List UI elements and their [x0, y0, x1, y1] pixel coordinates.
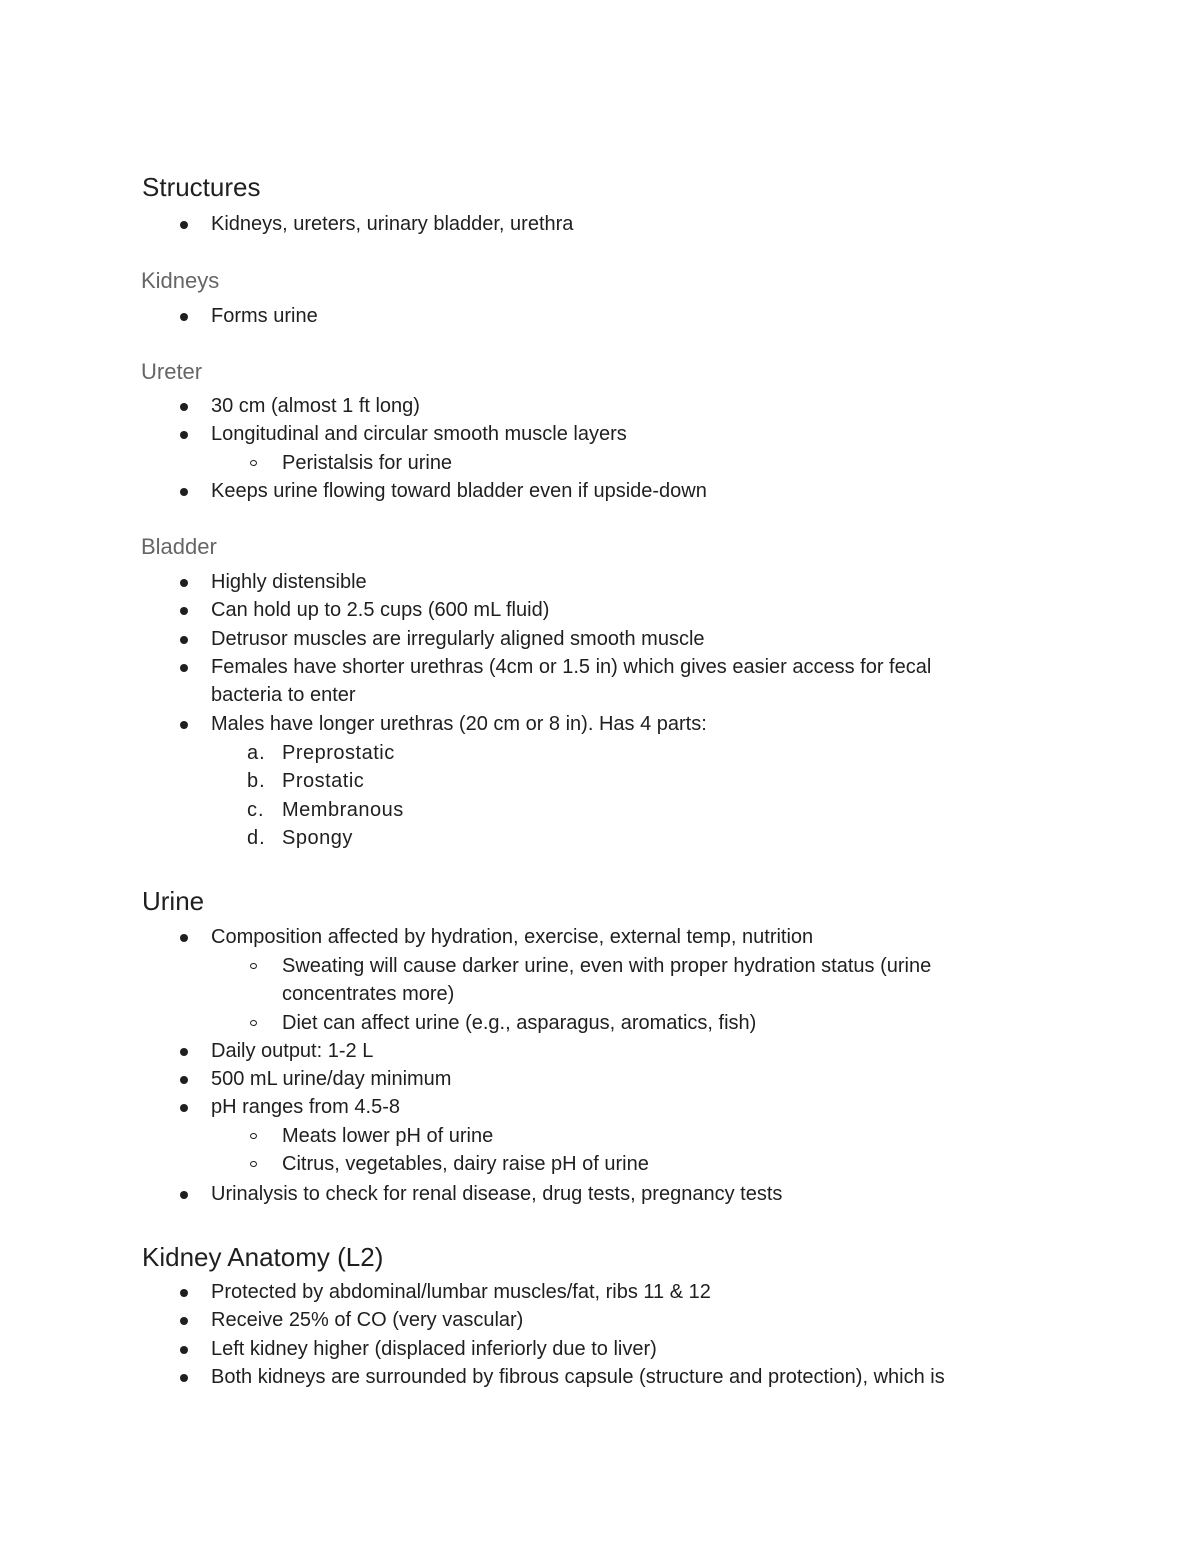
ordered-marker: d.: [247, 827, 266, 849]
sub-list-item: Diet can affect urine (e.g., asparagus, aromatics, fish): [282, 1012, 757, 1034]
bullet-icon: [180, 1374, 188, 1382]
sub-list-item-continuation: concentrates more): [282, 983, 455, 1005]
bullet-icon: [180, 1289, 188, 1297]
list-item-continuation: bacteria to enter: [211, 684, 356, 706]
sub-list-item: Meats lower pH of urine: [282, 1125, 494, 1147]
sub-list-item: Sweating will cause darker urine, even with proper hydration status (urine: [282, 955, 932, 977]
bullet-icon: [180, 221, 188, 229]
bullet-icon: [180, 934, 188, 942]
bullet-icon: [180, 607, 188, 615]
bullet-icon: [180, 579, 188, 587]
ordered-item: Spongy: [282, 827, 353, 849]
list-item: 30 cm (almost 1 ft long): [211, 395, 420, 417]
ordered-item: Prostatic: [282, 770, 365, 792]
bullet-icon: [180, 403, 188, 411]
list-item: Both kidneys are surrounded by fibrous capsule (structure and protection), which is: [211, 1366, 945, 1388]
sub-list-item: Citrus, vegetables, dairy raise pH of urine: [282, 1153, 649, 1175]
list-item: Protected by abdominal/lumbar muscles/fat, ribs 11 & 12: [211, 1281, 711, 1303]
list-item: Highly distensible: [211, 571, 367, 593]
bullet-icon: [180, 488, 188, 496]
bullet-icon: [180, 721, 188, 729]
list-item: Kidneys, ureters, urinary bladder, urethra: [211, 213, 574, 235]
list-item: Males have longer urethras (20 cm or 8 in). Has 4 parts:: [211, 713, 707, 735]
heading-kidneys: Kidneys: [141, 268, 220, 293]
bullet-icon: [180, 664, 188, 672]
list-item: Urinalysis to check for renal disease, drug tests, pregnancy tests: [211, 1183, 783, 1205]
heading-bladder: Bladder: [141, 534, 217, 559]
bullet-icon: [180, 1048, 188, 1056]
ordered-item: Preprostatic: [282, 742, 395, 764]
ordered-item: Membranous: [282, 799, 404, 821]
bullet-icon: [180, 1076, 188, 1084]
list-item: Receive 25% of CO (very vascular): [211, 1309, 524, 1331]
list-item: Females have shorter urethras (4cm or 1.5 in) which gives easier access for fecal: [211, 656, 932, 678]
bullet-icon: [180, 1191, 188, 1199]
hollow-bullet-icon: [250, 460, 257, 466]
hollow-bullet-icon: [250, 1020, 257, 1026]
heading-kidney-anatomy: Kidney Anatomy (L2): [142, 1242, 384, 1272]
heading-ureter: Ureter: [141, 359, 203, 384]
bullet-icon: [180, 1104, 188, 1112]
bullet-icon: [180, 313, 188, 321]
list-item: Left kidney higher (displaced inferiorly due to liver): [211, 1338, 657, 1360]
list-item: Longitudinal and circular smooth muscle layers: [211, 423, 627, 445]
list-item: Detrusor muscles are irregularly aligned smooth muscle: [211, 628, 705, 650]
list-item: Can hold up to 2.5 cups (600 mL fluid): [211, 599, 550, 621]
list-item: Keeps urine flowing toward bladder even if upside-down: [211, 480, 707, 502]
heading-structures: Structures: [142, 172, 261, 202]
hollow-bullet-icon: [250, 963, 257, 969]
list-item: Composition affected by hydration, exercise, external temp, nutrition: [211, 926, 814, 948]
bullet-icon: [180, 636, 188, 644]
heading-urine: Urine: [142, 886, 205, 916]
bullet-icon: [180, 1346, 188, 1354]
list-item: pH ranges from 4.5-8: [211, 1096, 400, 1118]
hollow-bullet-icon: [250, 1133, 257, 1139]
hollow-bullet-icon: [250, 1161, 257, 1167]
ordered-marker: b.: [247, 770, 266, 792]
list-item: Daily output: 1-2 L: [211, 1040, 374, 1062]
list-item: Forms urine: [211, 305, 318, 327]
ordered-marker: c.: [247, 799, 265, 821]
bullet-icon: [180, 1317, 188, 1325]
list-item: 500 mL urine/day minimum: [211, 1068, 452, 1090]
sub-list-item: Peristalsis for urine: [282, 452, 453, 474]
bullet-icon: [180, 431, 188, 439]
ordered-marker: a.: [247, 742, 266, 764]
